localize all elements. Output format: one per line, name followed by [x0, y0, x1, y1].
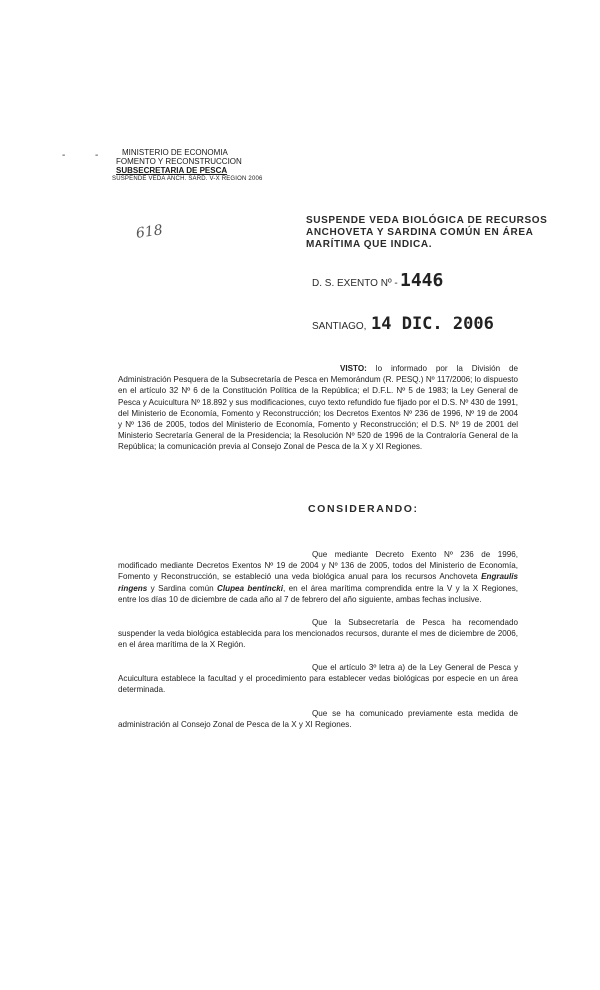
paragraph-text: Que mediante Decreto Exento Nº 236 de 1996, modificado mediante Decretos Exentos Nº 19 de 2004 y Nº 136 de 2005, todos del Ministerio de Economía, Fomento y Reconstrucción, se estableció una veda biológica anual para los recursos Anchoveta: [118, 550, 518, 582]
considerando-paragraph-1: [118, 549, 518, 605]
ministry-name: MINISTERIO DE ECONOMIA: [122, 148, 228, 157]
title-line: MARÍTIMA QUE INDICA.: [306, 239, 433, 250]
date-label: SANTIAGO,: [312, 321, 367, 332]
document-reference: SUSPENDE VEDA ANCH. SARD. V-X REGION 2006: [112, 176, 263, 182]
date-stamp: 14 DIC. 2006: [371, 314, 494, 334]
ministry-subname: FOMENTO Y RECONSTRUCCION: [116, 157, 242, 166]
decree-number: 1446: [400, 270, 444, 291]
margin-mark: -: [95, 150, 99, 161]
visto-paragraph: [118, 363, 518, 453]
title-line: ANCHOVETA Y SARDINA COMÚN EN ÁREA: [306, 227, 534, 238]
ministry-header: [112, 148, 263, 184]
considerando-heading: CONSIDERANDO:: [308, 503, 419, 515]
visto-lead: VISTO:: [340, 364, 367, 373]
species-name: Engraulis ringens: [118, 572, 518, 593]
subsecretaria-name: SUBSECRETARIA DE PESCA: [116, 166, 228, 175]
paragraph-text: , en el área marítima comprendida entre la V y la X Regiones, entre los días 10 de diciembre de cada año al 7 de febrero del año siguiente, ambas fechas inclusive.: [118, 583, 519, 604]
document-title: [306, 215, 548, 251]
decree-label: D. S. EXENTO Nº -: [312, 278, 398, 289]
handwritten-mark: 618: [135, 222, 164, 242]
species-name: Clupea bentincki: [217, 583, 283, 593]
margin-mark: -: [62, 150, 66, 161]
considerando-paragraph-2: Que la Subsecretaría de Pesca ha recomendado suspender la veda biológica establecida para los mencionados recursos, durante el mes de diciembre de 2006, en el área marítima de la X Región.: [118, 618, 518, 650]
title-line: SUSPENDE VEDA BIOLÓGICA DE RECURSOS: [306, 215, 548, 226]
considerando-paragraph-3: Que el artículo 3º letra a) de la Ley General de Pesca y Acuicultura establece la facultad y el procedimiento para establecer vedas biológicas por especie en un área determinada.: [118, 663, 518, 695]
considerando-paragraph-4: Que se ha comunicado previamente esta medida de administración al Consejo Zonal de Pesca de la X y XI Regiones.: [118, 709, 518, 730]
paragraph-text: y Sardina común: [147, 583, 218, 593]
visto-text: lo informado por la División de Administración Pesquera de la Subsecretaría de Pesca en Memorándum (R. PESQ.) Nº 117/2006; lo dispuesto en el artículo 32 Nº 6 de la Constitución Política de la República; el D.F.L. Nº 5 de 1983; la Ley General de Pesca y Acuicultura Nº 18.892 y sus modificaciones, cuyo texto refundido fue fijado por el D.S. Nº 430 de 1991, del Ministerio de Economía, Fomento y Reconstrucción; los Decretos Exentos Nº 236 de 1996, Nº 19 de 2004 y Nº 136 de 2005, todos del Ministerio de Economía, Fomento y Reconstrucción; el D.S. Nº 19 de 2001 del Ministerio Secretaría General de la Presidencia; la Resolución Nº 520 de 1996 de la Contraloría General de la República; la comunicación previa al Consejo Zonal de Pesca de la X y XI Regiones.: [118, 364, 518, 452]
